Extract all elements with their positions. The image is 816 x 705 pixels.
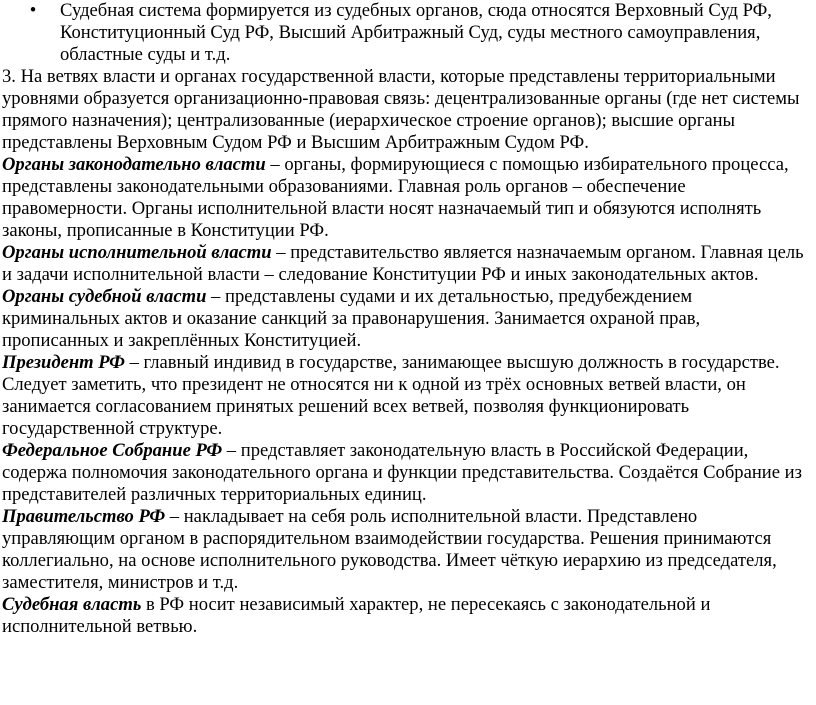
paragraph-term: Органы исполнительной власти [2,242,272,263]
paragraph-legislative [2,154,806,242]
paragraph-executive [2,242,806,286]
paragraph-judicial [2,286,806,352]
paragraph-term: Судебная власть [2,594,142,615]
paragraph-term: Правительство РФ [2,506,166,527]
bullet-text: Судебная система формируется из судебных органов, сюда относятся Верховный Суд РФ, Конституционный Суд РФ, Высший Арбитражный Суд, суды местного самоуправления, областные суды и т.д. [60,0,772,65]
paragraph-text: – представлены судами и их детальностью, предубеждением криминальных актов и оказание санкций за правонарушения. Занимается охраной прав, прописанных и закреплённых Конституцией. [2,286,701,351]
paragraph-term: Органы законодательно власти [2,154,266,175]
paragraph-government [2,506,806,594]
paragraph-text: – накладывает на себя роль исполнительной власти. Представлено управляющим органом в распорядительном взаимодействии государства. Решения принимаются коллегиально, на основе исполнительного руководства. Имеет чёткую иерархию из председателя, заместителя, министров и т.д. [2,506,777,593]
paragraph-federal-assembly [2,440,806,506]
paragraph-text: – главный индивид в государстве, занимающее высшую должность в государстве. Следует заметить, что президент не относятся ни к одной из трёх основных ветвей власти, он занимается согласованием принятых решений всех ветвей, позволяя функционировать государственной структуре. [2,352,780,439]
paragraph-text: – органы, формирующиеся с помощью избирательного процесса, представлены законодательными образованиями. Главная роль органов – обеспечение правомерности. Органы исполнительной власти носят назначаемый тип и обязуются исполнять законы, прописанные в Конституции РФ. [2,154,789,241]
paragraph-president [2,352,806,440]
paragraph-term: Президент РФ [2,352,125,373]
section-3-paragraph: 3. На ветвях власти и органах государственной власти, которые представлены территориальными уровнями образуется организационно-правовая связь: децентрализованные органы (где нет системы прямого назначения); централизованные (иерархическое строение органов); высшие органы представлены Верховным Судом РФ и Высшим Арбитражным Судом РФ. [2,66,800,153]
list-item [29,0,806,66]
bullet-icon: • [29,0,37,21]
paragraph-text: в РФ носит независимый характер, не пересекаясь с законодательной и исполнительной ветвью. [2,594,711,637]
paragraph-text: – представляет законодательную власть в Российской Федерации, содержа полномочия законодательного органа и функции представительства. Создаётся Собрание из представителей различных территориальных единиц. [2,440,802,505]
bullet-list [2,0,806,66]
paragraph-text: – представительство является назначаемым органом. Главная цель и задачи исполнительной власти – следование Конституции РФ и иных законодательных актов. [2,242,804,285]
paragraph-judicial-power [2,594,806,638]
paragraph-term: Органы судебной власти [2,286,207,307]
paragraph-term: Федеральное Собрание РФ [2,440,223,461]
